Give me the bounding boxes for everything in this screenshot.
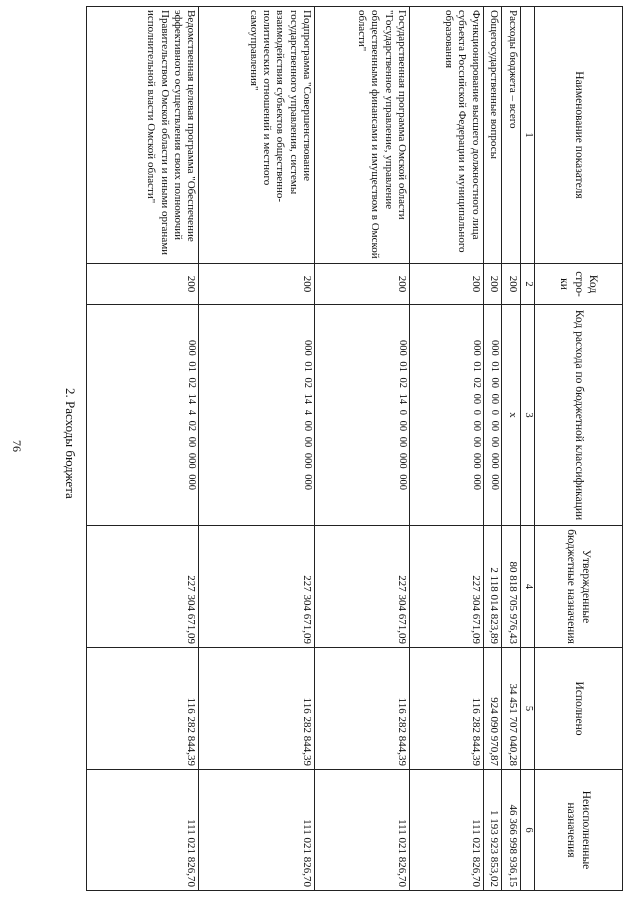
row-code: 200 [87,264,199,305]
column-number: 1 [521,7,535,264]
column-number: 4 [521,526,535,648]
row-unexecuted: 111 021 826,70 [315,770,410,891]
column-number: 5 [521,648,535,770]
section-title: 2. Расходы бюджета [63,388,78,499]
row-code: 200 [483,264,502,305]
table-row [502,7,521,891]
header-unexecuted: Неисполненные назначения [535,770,623,891]
row-code: 200 [315,264,410,305]
row-approved: 80 818 705 976,43 [502,526,521,648]
table-row [410,7,483,891]
table-row [199,7,315,891]
row-name: Расходы бюджета – всего [502,7,521,264]
row-unexecuted: 1 193 923 853,02 [483,770,502,891]
column-number: 2 [521,264,535,305]
row-executed: 116 282 844,39 [87,648,199,770]
row-unexecuted: 111 021 826,70 [410,770,483,891]
row-name: Общегосударственные вопросы [483,7,502,264]
table-header-row [535,7,623,891]
row-class-code: 000 01 02 00 0 00 00 000 000 [410,305,483,526]
header-executed: Исполнено [535,648,623,770]
row-class-code: 000 01 00 00 0 00 00 000 000 [483,305,502,526]
budget-expenses-table [86,6,623,891]
row-class-code: x [502,305,521,526]
column-number: 3 [521,305,535,526]
table-row [483,7,502,891]
row-class-code: 000 01 02 14 0 00 00 000 000 [315,305,410,526]
row-executed: 34 451 707 040,28 [502,648,521,770]
row-unexecuted: 46 366 998 936,15 [502,770,521,891]
row-approved: 227 304 671,09 [410,526,483,648]
row-code: 200 [410,264,483,305]
column-number-row [521,7,535,891]
budget-table-container [86,6,623,890]
row-unexecuted: 111 021 826,70 [199,770,315,891]
row-name: Государственная программа Омской области "Государственное управление, управление общественными финансами и имуществом в Омской области" [315,7,410,264]
row-executed: 116 282 844,39 [199,648,315,770]
row-class-code: 000 01 02 14 4 02 00 000 000 [87,305,199,526]
row-class-code: 000 01 02 14 4 00 00 000 000 [199,305,315,526]
row-code: 200 [502,264,521,305]
table-row [315,7,410,891]
header-name: Наименование показателя [535,7,623,264]
header-row-code: Код стро-ки [535,264,623,305]
header-class-code: Код расхода по бюджетной классификации [535,305,623,526]
row-approved: 227 304 671,09 [315,526,410,648]
page-number: 76 [10,440,24,452]
column-number: 6 [521,770,535,891]
row-name: Функционирование высшего должностного лица субъекта Российской Федерации и муниципального образования [410,7,483,264]
row-name: Ведомственная целевая программа "Обеспечение эффективного осуществления своих полномочий Правительством Омской области и иными органами исполнительной власти Омской области" [87,7,199,264]
row-executed: 116 282 844,39 [410,648,483,770]
row-approved: 2 118 014 823,89 [483,526,502,648]
row-executed: 116 282 844,39 [315,648,410,770]
header-approved: Утвержденные бюджетные назначения [535,526,623,648]
row-approved: 227 304 671,09 [87,526,199,648]
row-unexecuted: 111 021 826,70 [87,770,199,891]
row-approved: 227 304 671,09 [199,526,315,648]
row-executed: 924 090 970,87 [483,648,502,770]
row-name: Подпрограмма "Совершенствование государственного управления, системы взаимодействия субъектов общественно-политических отношений и местного самоуправления" [199,7,315,264]
table-row [87,7,199,891]
row-code: 200 [199,264,315,305]
